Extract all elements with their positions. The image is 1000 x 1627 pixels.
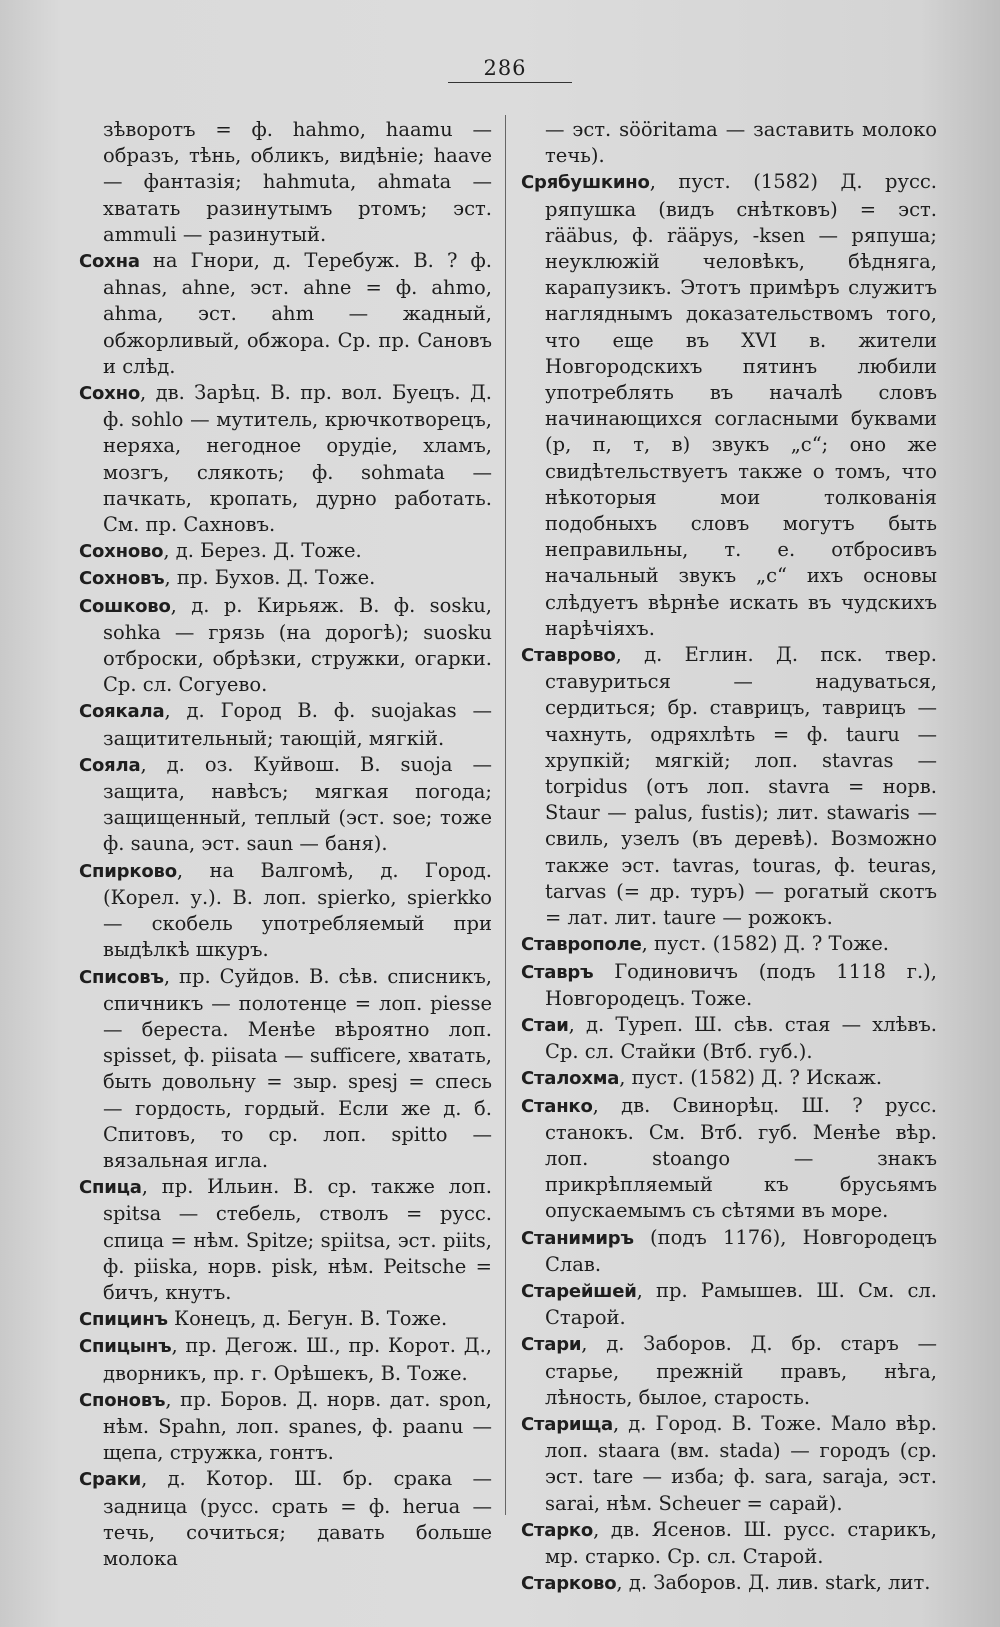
entry-headword: Ставръ xyxy=(521,961,594,983)
entry-text: , дв. Свинорѣц. Ш. ? русс. станокъ. См. Втб. губ. Менѣе вѣр. лоп. stoango — знакъ прикрѣпляемый къ брусьямъ опускаемымъ съ сѣтями въ море. xyxy=(545,1093,937,1223)
entry-text: , д. Заборов. Д. лив. stark, лит. xyxy=(616,1571,931,1595)
entry-headword: Спицинъ xyxy=(79,1309,168,1331)
entry-text: , пр. Рамышев. Ш. См. сл. Старой. xyxy=(545,1278,937,1330)
entry-text: Годиновичъ (подъ 1118 г.), Новгородецъ. Тоже. xyxy=(545,959,937,1010)
entry-headword: Станимиръ xyxy=(521,1227,634,1249)
dictionary-entry xyxy=(79,858,492,964)
entry-text: , на Валгомѣ, д. Город. (Корел. у.). В. лоп. spierko, spierkko — скобель употребляемый при выдѣлкѣ шкуръ. xyxy=(103,858,492,962)
entry-headword: Сохновъ xyxy=(79,568,165,590)
entry-headword: Ставрово xyxy=(521,645,616,667)
entry-text: , д. Котор. Ш. бр. срака — задница (русс. срать = ф. herua — течь, сочиться; давать больше молока xyxy=(103,1467,492,1570)
entry-text: , пр. Суйдов. В. сѣв. списникъ, спичникъ — полотенце = лоп. piesse — береста. Менѣе вѣроятно лоп. spisset, ф. piisata — sufficere, хватать, быть довольну = зыр. spesj = спесь — гордость, гордый. Если же д. б. Спитовъ, то ср. лоп. spitto — вязальная игла. xyxy=(103,964,492,1172)
entry-text: , пуст. (1582) Д. русс. ряпушка (видъ снѣтковъ) = эст. rääbus, ф. rääpys, -ksen — ряпуша; неуклюжій человѣкъ, бѣдняга, карапузикъ. Этотъ примѣръ служитъ нагляднымъ доказательствомъ того, что еще въ XVI в. жители Новгородскихъ пятинъ любили употреблять въ началѣ словъ начинающихся согласными буквами (р, п, т, в) звукъ „с“; оно же свидѣтельствуетъ также о томъ, что нѣкоторыя мои толкованія подобныхъ словъ могутъ быть неправильны, т. е. отбросивъ начальный звукъ „с“ ихъ основы слѣдуетъ вѣрнѣе искать въ чудскихъ нарѣчіяхъ. xyxy=(545,170,937,640)
dictionary-entry xyxy=(521,1065,937,1092)
dictionary-entry xyxy=(79,752,492,858)
entry-text: , дв. Ясенов. Ш. русс. старикъ, мр. старко. Ср. сл. Старой. xyxy=(545,1517,937,1568)
entry-headword: Старища xyxy=(521,1413,613,1435)
dictionary-entry xyxy=(79,538,492,565)
dictionary-entry xyxy=(79,565,492,592)
entry-text: Конецъ, д. Бегун. В. Тоже. xyxy=(167,1307,448,1331)
dictionary-entry xyxy=(521,1012,937,1065)
dictionary-entry xyxy=(79,117,492,248)
dictionary-entry xyxy=(521,959,937,1012)
entry-text: — эст. sööritama — заставить молоко течь). xyxy=(545,118,937,168)
dictionary-entry xyxy=(79,380,492,538)
entry-headword: Спица xyxy=(79,1177,142,1199)
entry-text: , д. Еглин. Д. пск. твер. ставуриться — надуваться, сердиться; бр. ставрицъ, таврицъ — чахнуть, одряхлѣть = ф. tauru — хрупкій; мягкій; лоп. stavras — torpidus (отъ лоп. stavra = норв. Staur — palus, fustis); лит. stawaris — свиль, узелъ (въ деревѣ). Возможно также эст. tavras, touras, ф. teuras, tarvas (= др. туръ) — рогатый скотъ = лат. лит. taure — рожокъ. xyxy=(545,643,937,930)
right-column xyxy=(521,117,937,1597)
page-number: 286 xyxy=(483,56,527,80)
entry-headword: Сохна xyxy=(79,251,140,273)
dictionary-entry xyxy=(521,1570,937,1597)
entry-text: , д. р. Кирьяж. В. ф. sosku, sohka — грязь (на дорогѣ); suosku отброски, обрѣзки, стружки, огарки. Ср. сл. Согуево. xyxy=(103,593,492,697)
dictionary-entry xyxy=(521,1517,937,1570)
entry-text: , пр. Дегож. Ш., пр. Корот. Д., дворникъ, пр. г. Орѣшекъ, В. Тоже. xyxy=(103,1334,492,1385)
dictionary-entry xyxy=(521,1278,937,1331)
entry-headword: Сохново xyxy=(79,541,164,563)
entry-headword: Ставрополе xyxy=(521,934,642,956)
entry-text: , пр. Ильин. В. ср. также лоп. spitsa — стебель, стволъ = русс. спица = нѣм. Spitze; spiitsa, эст. piits, ф. piiska, норв. pisk, нѣм. Peitsche = бичъ, кнутъ. xyxy=(103,1175,492,1304)
page-number-rule xyxy=(448,82,572,83)
dictionary-entry xyxy=(521,1331,937,1411)
entry-text: , пр. Боров. Д. норв. дат. spon, нѣм. Spahn, лоп. spanes, ф. paanu — щепа, стружка, гонтъ. xyxy=(103,1387,492,1465)
dictionary-entry xyxy=(79,248,492,380)
column-divider xyxy=(505,115,506,1515)
dictionary-entry xyxy=(521,642,937,931)
entry-text: , д. Город. В. Тоже. Мало вѣр. лоп. staara (вм. stada) — городъ (ср. эст. tare — изба; ф. sara, saraja, эст. sarai, нѣм. Scheuer = сарай). xyxy=(545,1411,937,1515)
entry-headword: Сталохма xyxy=(521,1068,620,1090)
entry-text: , д. Заборов. Д. бр. старъ — старье, прежній правъ, нѣга, лѣность, былое, старость. xyxy=(545,1332,937,1409)
entry-headword: Старко xyxy=(521,1519,594,1541)
entry-headword: Споновъ xyxy=(79,1389,166,1411)
dictionary-entry xyxy=(521,1411,937,1517)
dictionary-entry xyxy=(521,1225,937,1278)
dictionary-entry xyxy=(79,1333,492,1386)
dictionary-entry xyxy=(79,593,492,699)
entry-headword: Сояла xyxy=(79,754,141,776)
entry-headword: Старейшей xyxy=(521,1280,637,1302)
entry-headword: Станко xyxy=(521,1095,593,1117)
entry-headword: Спирково xyxy=(79,860,177,882)
entry-headword: Срябушкино xyxy=(521,172,650,194)
dictionary-entry xyxy=(79,1174,492,1306)
dictionary-entry xyxy=(79,1387,492,1467)
dictionary-entry xyxy=(79,698,492,751)
entry-headword: Спицынъ xyxy=(79,1336,172,1358)
dictionary-entry xyxy=(521,931,937,958)
dictionary-entry xyxy=(521,117,937,169)
entry-text: , д. оз. Куйвош. В. suoja — защита, навѣсъ; мягкая погода; защищенный, теплый (эст. soe; тоже ф. sauna, эст. saun — баня). xyxy=(103,752,492,856)
entry-text: на Гнори, д. Теребуж. В. ? ф. ahnas, ahne, эст. ahne = ф. ahmo, ahma, эст. ahm — жадный, обжорливый, обжора. Ср. пр. Сановъ и слѣд. xyxy=(103,249,492,378)
entry-text: , д. Берез. Д. Тоже. xyxy=(163,539,362,563)
entry-headword: Стари xyxy=(521,1334,582,1356)
entry-headword: Сошково xyxy=(79,595,171,617)
dictionary-entry xyxy=(79,1306,492,1333)
entry-headword: Стаи xyxy=(521,1014,569,1036)
entry-text: (подъ 1176), Новгородецъ Слав. xyxy=(545,1225,937,1276)
entry-text: зѣворотъ = ф. hahmo, haamu — образъ, тѣнь, обликъ, видѣніе; haave — фантазія; hahmuta, ahmata — хватать разинутымъ ртомъ; эст. ammuli — разинутый. xyxy=(103,118,492,246)
entry-text: , дв. Зарѣц. В. пр. вол. Буецъ. Д. ф. sohlo — мутитель, крючкотворецъ, неряха, негодное орудіе, хламъ, мозгъ, слякоть; ф. sohmata — пачкать, кропать, дурно работать. См. пр. Сахновъ. xyxy=(103,381,492,537)
dictionary-entry xyxy=(521,1093,937,1225)
entry-text: , пр. Бухов. Д. Тоже. xyxy=(164,566,376,590)
entry-headword: Сохно xyxy=(79,383,140,405)
left-column xyxy=(79,117,492,1572)
dictionary-entry xyxy=(79,964,492,1175)
entry-text: , пуст. (1582) Д. ? Искаж. xyxy=(619,1066,883,1090)
dictionary-entry xyxy=(79,1466,492,1572)
entry-headword: Соякала xyxy=(79,701,165,723)
dictionary-entry xyxy=(521,169,937,642)
entry-text: , пуст. (1582) Д. ? Тоже. xyxy=(641,932,889,956)
entry-headword: Списовъ xyxy=(79,966,164,988)
entry-headword: Старково xyxy=(521,1573,617,1595)
entry-text: , д. Туреп. Ш. сѣв. стая — хлѣвъ. Ср. сл. Стайки (Втб. губ.). xyxy=(545,1012,937,1064)
entry-headword: Сраки xyxy=(79,1469,142,1491)
entry-text: , д. Город В. ф. suojakas — защитительный; тающій, мягкій. xyxy=(103,699,492,750)
